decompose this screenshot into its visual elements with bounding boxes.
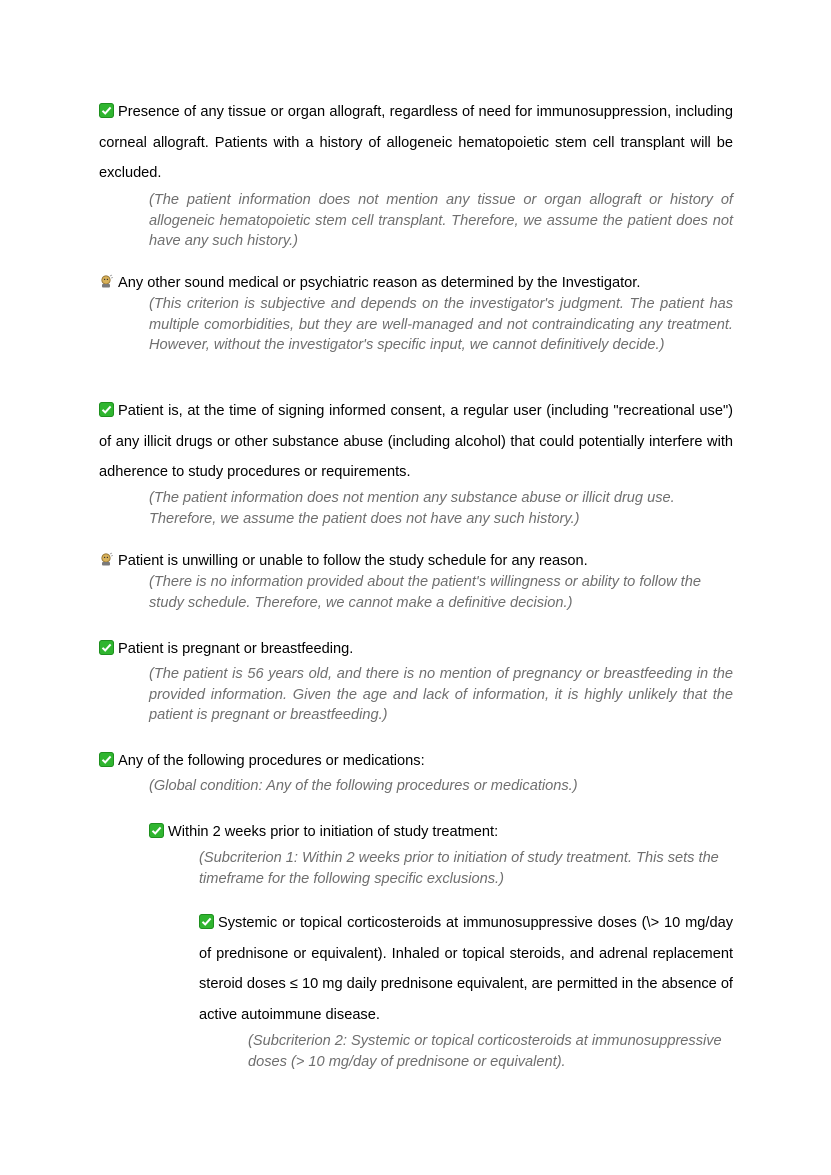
criterion-text: Patient is unwilling or unable to follow the study schedule for any reason. (99, 551, 733, 571)
explanation-block (149, 190, 733, 252)
explanation-text: (The patient information does not mention any tissue or organ allograft or history of allogeneic hematopoietic stem cell transplant. Therefore, we assume the patient does not have any such history.) (149, 192, 733, 249)
explanation-text: (Global condition: Any of the following procedures or medications.) (149, 778, 578, 794)
thinking-icon (99, 552, 114, 567)
criterion-text: Any of the following procedures or medications: (99, 751, 733, 771)
explanation-block (199, 848, 733, 889)
criterion-text: Within 2 weeks prior to initiation of study treatment: (149, 822, 733, 842)
criterion-text: Systemic or topical corticosteroids at immunosuppressive doses (\> 10 mg/day of prednisone or equivalent). Inhaled or topical steroids, and adrenal replacement steroid doses ≤ 10 mg daily prednisone equivalent, are permitted in the absence of active autoimmune disease. (199, 915, 733, 1023)
criterion-block (99, 639, 733, 659)
criterion-text: Patient is, at the time of signing informed consent, a regular user (including "recreational use") of any illicit drugs or other substance abuse (including alcohol) that could potentially interfere with adherence to study procedures or requirements. (99, 403, 733, 480)
explanation-text: (Subcriterion 2: Systemic or topical corticosteroids at immunosuppressive doses (> 10 mg/day of prednisone or equivalent). (248, 1033, 722, 1070)
check-mark-icon (199, 914, 214, 929)
explanation-block (149, 294, 733, 356)
check-mark-icon (149, 823, 164, 838)
explanation-text: (There is no information provided about the patient's willingness or ability to follow the study schedule. Therefore, we cannot make a definitive decision.) (149, 574, 701, 611)
criterion-block (99, 551, 733, 571)
criterion-text: Presence of any tissue or organ allograft, regardless of need for immunosuppression, including corneal allograft. Patients with a history of allogeneic hematopoietic stem cell transplant will be excluded. (99, 104, 733, 181)
explanation-text: (This criterion is subjective and depends on the investigator's judgment. The patient has multiple comorbidities, but they are well-managed and not contraindicating any treatment. However, without the investigator's specific input, we cannot definitively decide.) (149, 296, 733, 353)
thinking-icon (99, 274, 114, 289)
criterion-text: Patient is pregnant or breastfeeding. (99, 639, 733, 659)
criterion-block (99, 396, 733, 488)
check-mark-icon (99, 402, 114, 417)
explanation-text: (The patient is 56 years old, and there is no mention of pregnancy or breastfeeding in the provided information. Given the age and lack of information, it is highly unlikely that the patient is pregnant or breastfeeding.) (149, 666, 733, 723)
check-mark-icon (99, 752, 114, 767)
criterion-text: Any other sound medical or psychiatric reason as determined by the Investigator. (99, 273, 733, 293)
explanation-block (149, 776, 733, 797)
criterion-block (99, 273, 733, 293)
explanation-block (149, 664, 733, 726)
criterion-block (99, 751, 733, 771)
explanation-text: (Subcriterion 1: Within 2 weeks prior to initiation of study treatment. This sets the timeframe for the following specific exclusions.) (199, 850, 719, 887)
explanation-block (149, 488, 733, 529)
criterion-block (199, 908, 733, 1030)
explanation-block (149, 572, 733, 613)
explanation-text: (The patient information does not mention any substance abuse or illicit drug use. Therefore, we assume the patient does not have any such history.) (149, 490, 675, 527)
criterion-block (149, 822, 733, 842)
explanation-block (248, 1031, 733, 1072)
check-mark-icon (99, 640, 114, 655)
check-mark-icon (99, 103, 114, 118)
criterion-block (99, 97, 733, 189)
